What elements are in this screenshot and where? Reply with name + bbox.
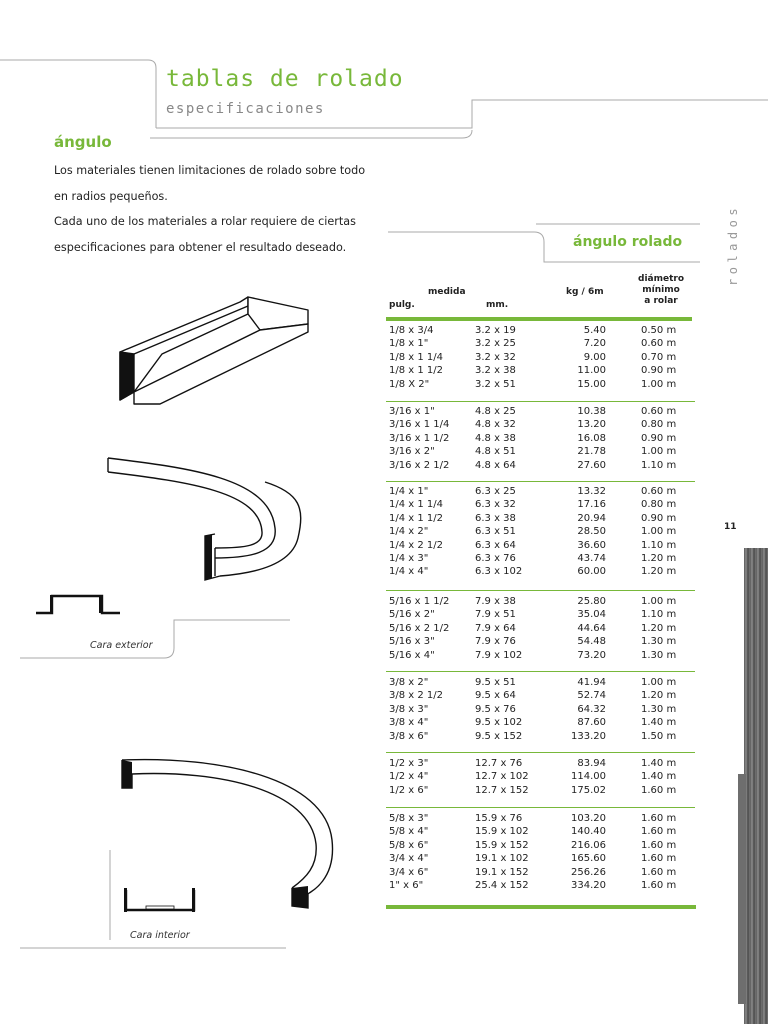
cell-mm: 15.9 x 102: [475, 826, 529, 838]
cell-pulg: 5/16 x 4": [389, 649, 435, 661]
cell-pulg: 1" x 6": [389, 879, 424, 891]
cell-kg: 83.94: [577, 758, 606, 769]
table-footer-rule: [386, 905, 696, 909]
cell-kg: 334.20: [571, 879, 606, 891]
cell-kg: 27.60: [577, 459, 606, 471]
side-label-text: rolados: [726, 203, 740, 286]
cell-diametro: 1.20 m: [641, 690, 677, 702]
table-row: [386, 785, 698, 798]
cell-mm: 25.4 x 152: [475, 879, 529, 891]
table-row: [386, 446, 698, 459]
cell-diametro: 1.60 m: [641, 866, 677, 878]
cell-kg: 60.00: [577, 566, 606, 578]
table-row: [386, 406, 698, 419]
cell-pulg: 5/16 x 1 1/2: [389, 596, 450, 607]
cell-mm: 9.5 x 152: [475, 730, 523, 742]
cell-kg: 54.48: [577, 636, 606, 648]
cell-diametro: 1.60 m: [641, 784, 677, 796]
cell-diametro: 0.90 m: [641, 512, 677, 524]
cell-mm: 7.9 x 76: [475, 636, 516, 648]
cell-diametro: 1.60 m: [641, 879, 677, 891]
cell-diametro: 1.60 m: [641, 826, 677, 838]
table-row: [386, 677, 698, 690]
table-row: [386, 636, 698, 649]
cell-mm: 6.3 x 38: [475, 512, 516, 524]
group-separator: [386, 481, 695, 482]
group-separator: [386, 401, 695, 402]
edge-tab: [738, 774, 746, 1004]
cell-diametro: 1.50 m: [641, 730, 677, 742]
cell-diametro: 0.80 m: [641, 419, 677, 431]
table-row: [386, 596, 698, 609]
col-header-diametro-line: mínimo: [642, 285, 680, 295]
table-row: [386, 433, 698, 446]
cell-pulg: 3/16 x 1 1/4: [389, 419, 450, 431]
cell-diametro: 0.90 m: [641, 432, 677, 444]
cell-diametro: 1.40 m: [641, 771, 677, 783]
cell-mm: 6.3 x 25: [475, 486, 516, 497]
col-header-diametro-line: a rolar: [644, 296, 678, 306]
cell-mm: 6.3 x 64: [475, 539, 516, 551]
cell-pulg: 1/8 x 1 1/2: [389, 365, 444, 377]
cell-mm: 7.9 x 38: [475, 596, 516, 607]
cell-pulg: 1/4 x 1": [389, 486, 429, 497]
cell-kg: 43.74: [577, 552, 606, 564]
cell-pulg: 3/16 x 2": [389, 446, 435, 458]
cell-pulg: 3/8 x 4": [389, 717, 429, 729]
cell-mm: 3.2 x 38: [475, 365, 516, 377]
cell-kg: 216.06: [571, 839, 606, 851]
cell-diametro: 1.60 m: [641, 839, 677, 851]
cell-mm: 19.1 x 102: [475, 853, 529, 865]
cell-kg: 64.32: [577, 703, 606, 715]
cell-pulg: 1/4 x 4": [389, 566, 429, 578]
table-row: [386, 419, 698, 432]
cell-kg: 28.50: [577, 526, 606, 538]
table-row: [386, 526, 698, 539]
cell-diametro: 0.70 m: [641, 351, 677, 363]
table-header-rule: [386, 317, 692, 321]
page-subtitle: especificaciones: [166, 101, 325, 117]
table-row: [386, 365, 698, 378]
cell-mm: 4.8 x 38: [475, 432, 516, 444]
straight-angle-drawing: [100, 292, 310, 412]
cell-kg: 165.60: [571, 853, 606, 865]
cell-mm: 6.3 x 102: [475, 566, 523, 578]
page-number: 11: [724, 522, 737, 532]
cell-kg: 9.00: [583, 351, 606, 363]
cell-pulg: 1/4 x 1 1/4: [389, 499, 444, 511]
cell-diametro: 1.10 m: [641, 539, 677, 551]
cell-mm: 3.2 x 32: [475, 351, 516, 363]
table-row: [386, 867, 698, 880]
cell-diametro: 1.00 m: [641, 378, 677, 390]
cell-kg: 35.04: [577, 609, 606, 621]
cell-kg: 20.94: [577, 512, 606, 524]
cell-pulg: 1/4 x 2 1/2: [389, 539, 444, 551]
cell-mm: 3.2 x 25: [475, 338, 516, 350]
cell-pulg: 5/16 x 2 1/2: [389, 622, 450, 634]
table-row: [386, 352, 698, 365]
cell-kg: 5.40: [583, 325, 606, 336]
table-row: [386, 880, 698, 893]
cell-kg: 256.26: [571, 866, 606, 878]
cell-diametro: 0.60 m: [641, 406, 677, 417]
cell-kg: 7.20: [583, 338, 606, 350]
cell-diametro: 0.80 m: [641, 499, 677, 511]
table-group: [386, 325, 698, 392]
cell-diametro: 0.50 m: [641, 325, 677, 336]
cell-pulg: 5/8 x 4": [389, 826, 429, 838]
cell-diametro: 1.00 m: [641, 677, 677, 688]
cell-diametro: 1.30 m: [641, 703, 677, 715]
cell-mm: 9.5 x 51: [475, 677, 516, 688]
col-header-diametro: [638, 274, 684, 307]
cell-diametro: 1.20 m: [641, 552, 677, 564]
cell-pulg: 1/8 X 2": [389, 378, 430, 390]
cell-kg: 44.64: [577, 622, 606, 634]
table-title: ángulo rolado: [573, 234, 683, 250]
cell-diametro: 1.00 m: [641, 596, 677, 607]
table-group: [386, 486, 698, 580]
caption-interior: Cara interior: [130, 930, 190, 941]
table-row: [386, 379, 698, 392]
cell-diametro: 0.90 m: [641, 365, 677, 377]
cell-kg: 114.00: [571, 771, 606, 783]
cell-kg: 13.32: [577, 486, 606, 497]
intro-line: en radios pequeños.: [54, 189, 168, 203]
cell-mm: 4.8 x 25: [475, 406, 516, 417]
table-group: [386, 758, 698, 798]
table-row: [386, 499, 698, 512]
intro-line: Cada uno de los materiales a rolar requiere de ciertas: [54, 215, 356, 228]
cell-mm: 3.2 x 51: [475, 378, 516, 390]
cell-pulg: 3/8 x 2 1/2: [389, 690, 444, 702]
table-row: [386, 460, 698, 473]
cell-diametro: 1.00 m: [641, 526, 677, 538]
cell-kg: 175.02: [571, 784, 606, 796]
cell-mm: 12.7 x 102: [475, 771, 529, 783]
group-separator: [386, 752, 695, 753]
cell-pulg: 1/2 x 3": [389, 758, 429, 769]
cell-mm: 7.9 x 51: [475, 609, 516, 621]
table-row: [386, 731, 698, 744]
cell-pulg: 1/4 x 1 1/2: [389, 512, 444, 524]
table-row: [386, 623, 698, 636]
cell-kg: 25.80: [577, 596, 606, 607]
cell-kg: 36.60: [577, 539, 606, 551]
cell-kg: 16.08: [577, 432, 606, 444]
col-header-medida: medida: [428, 287, 466, 297]
table-group: [386, 677, 698, 744]
cell-diametro: 1.20 m: [641, 566, 677, 578]
cell-pulg: 1/2 x 4": [389, 771, 429, 783]
cell-pulg: 3/4 x 6": [389, 866, 429, 878]
table-row: [386, 840, 698, 853]
table-group: [386, 813, 698, 893]
cell-kg: 87.60: [577, 717, 606, 729]
cell-pulg: 1/8 x 1 1/4: [389, 351, 444, 363]
cell-mm: 9.5 x 76: [475, 703, 516, 715]
table-row: [386, 486, 698, 499]
cell-mm: 12.7 x 152: [475, 784, 529, 796]
interior-profile-icon: [124, 888, 196, 914]
page-title: tablas de rolado: [166, 66, 404, 92]
cell-diametro: 1.30 m: [641, 636, 677, 648]
cell-mm: 7.9 x 64: [475, 622, 516, 634]
cell-mm: 4.8 x 32: [475, 419, 516, 431]
table-row: [386, 690, 698, 703]
table-row: [386, 771, 698, 784]
section-heading: ángulo: [54, 133, 112, 151]
table-row: [386, 325, 698, 338]
cell-pulg: 3/4 x 4": [389, 853, 429, 865]
group-separator: [386, 590, 695, 591]
cell-mm: 19.1 x 152: [475, 866, 529, 878]
cell-pulg: 5/8 x 3": [389, 813, 429, 824]
cell-mm: 9.5 x 64: [475, 690, 516, 702]
table-row: [386, 609, 698, 622]
cell-pulg: 3/8 x 3": [389, 703, 429, 715]
table-row: [386, 513, 698, 526]
cell-pulg: 5/16 x 2": [389, 609, 435, 621]
table-row: [386, 553, 698, 566]
table-row: [386, 853, 698, 866]
cell-pulg: 3/16 x 1 1/2: [389, 432, 450, 444]
exterior-profile-icon: [36, 592, 122, 616]
cell-diametro: 0.60 m: [641, 486, 677, 497]
cell-kg: 103.20: [571, 813, 606, 824]
cell-mm: 6.3 x 51: [475, 526, 516, 538]
cell-kg: 15.00: [577, 378, 606, 390]
cell-kg: 133.20: [571, 730, 606, 742]
col-header-diametro-line: diámetro: [638, 274, 685, 284]
col-header-pulg: pulg.: [389, 300, 415, 310]
cell-kg: 21.78: [577, 446, 606, 458]
table-group: [386, 406, 698, 473]
cell-diametro: 1.60 m: [641, 853, 677, 865]
table-row: [386, 540, 698, 553]
cell-pulg: 1/2 x 6": [389, 784, 429, 796]
table-row: [386, 758, 698, 771]
group-separator: [386, 807, 695, 808]
cell-mm: 15.9 x 152: [475, 839, 529, 851]
cell-kg: 140.40: [571, 826, 606, 838]
table-row: [386, 813, 698, 826]
cell-mm: 3.2 x 19: [475, 325, 516, 336]
cell-pulg: 5/16 x 3": [389, 636, 435, 648]
cell-pulg: 1/4 x 2": [389, 526, 429, 538]
group-separator: [386, 671, 695, 672]
cell-diametro: 1.30 m: [641, 649, 677, 661]
table-row: [386, 650, 698, 663]
cell-mm: 12.7 x 76: [475, 758, 523, 769]
cell-diametro: 1.60 m: [641, 813, 677, 824]
cell-mm: 6.3 x 76: [475, 552, 516, 564]
cell-pulg: 5/8 x 6": [389, 839, 429, 851]
cell-diametro: 1.00 m: [641, 446, 677, 458]
side-label: [722, 198, 746, 288]
col-header-mm: mm.: [486, 300, 509, 310]
caption-exterior: Cara exterior: [90, 640, 153, 651]
cell-mm: 7.9 x 102: [475, 649, 523, 661]
cell-mm: 9.5 x 102: [475, 717, 523, 729]
edge-bar: [744, 548, 768, 1024]
cell-diametro: 0.60 m: [641, 338, 677, 350]
cell-diametro: 1.10 m: [641, 459, 677, 471]
curved-angle-exterior-drawing: [100, 448, 310, 588]
cell-mm: 15.9 x 76: [475, 813, 523, 824]
cell-kg: 52.74: [577, 690, 606, 702]
cell-kg: 17.16: [577, 499, 606, 511]
cell-diametro: 1.20 m: [641, 622, 677, 634]
cell-diametro: 1.40 m: [641, 717, 677, 729]
cell-mm: 4.8 x 64: [475, 459, 516, 471]
cell-kg: 11.00: [577, 365, 606, 377]
cell-kg: 73.20: [577, 649, 606, 661]
cell-pulg: 3/8 x 6": [389, 730, 429, 742]
cell-pulg: 1/8 x 3/4: [389, 325, 434, 336]
cell-mm: 6.3 x 32: [475, 499, 516, 511]
cell-kg: 13.20: [577, 419, 606, 431]
cell-diametro: 1.40 m: [641, 758, 677, 769]
cell-pulg: 3/16 x 2 1/2: [389, 459, 450, 471]
table-row: [386, 704, 698, 717]
cell-diametro: 1.10 m: [641, 609, 677, 621]
cell-pulg: 1/4 x 3": [389, 552, 429, 564]
cell-pulg: 3/8 x 2": [389, 677, 429, 688]
intro-line: especificaciones para obtener el resultado deseado.: [54, 240, 347, 254]
table-row: [386, 826, 698, 839]
table-row: [386, 717, 698, 730]
intro-line: Los materiales tienen limitaciones de rolado sobre todo: [54, 164, 366, 177]
intro-text: [54, 158, 384, 260]
cell-pulg: 1/8 x 1": [389, 338, 429, 350]
cell-kg: 41.94: [577, 677, 606, 688]
cell-pulg: 3/16 x 1": [389, 406, 435, 417]
table-group: [386, 596, 698, 663]
cell-kg: 10.38: [577, 406, 606, 417]
table-row: [386, 566, 698, 579]
col-header-kg: kg / 6m: [566, 287, 604, 297]
table-row: [386, 338, 698, 351]
cell-mm: 4.8 x 51: [475, 446, 516, 458]
